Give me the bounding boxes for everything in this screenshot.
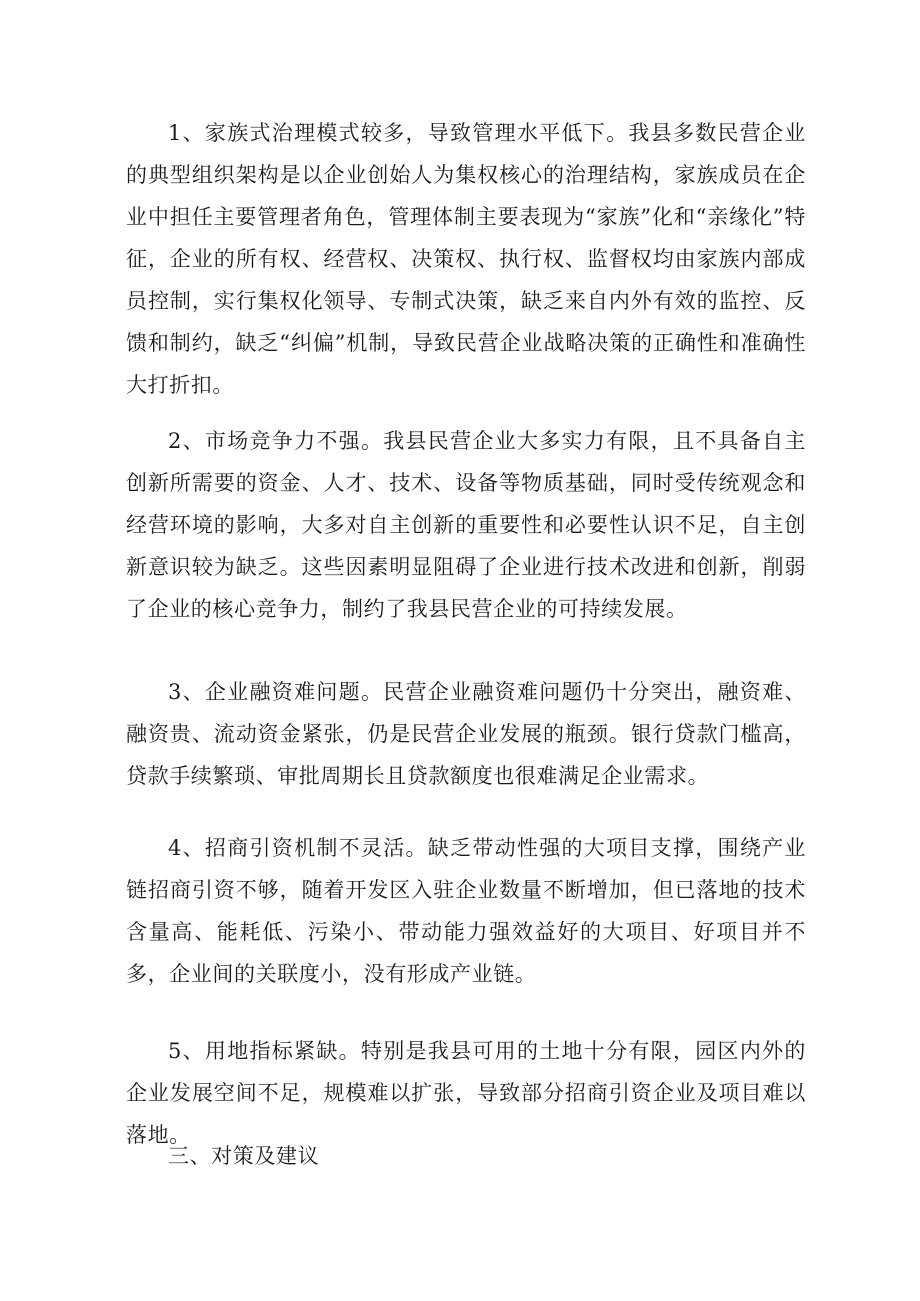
paragraph-1-family-governance: 1、家族式治理模式较多，导致管理水平低下。我县多数民营企业的典型组织架构是以企业创始人为集权核心的治理结构，家族成员在企业中担任主要管理者角色，管理体制主要表现为“家族”化和“亲缘化”特征，企业的所有权、经营权、决策权、执行权、监督权均由家族内部成员控制，实行集权化领导、专制式决策，缺乏来自内外有效的监控、反馈和制约，缺乏“纠偏”机制，导致民营企业战略决策的正确性和准确性大打折扣。 (126, 121, 806, 397)
paragraph-2-market-competitiveness: 2、市场竞争力不强。我县民营企业大多实力有限，且不具备自主创新所需要的资金、人才、技术、设备等物质基础，同时受传统观念和经营环境的影响，大多对自主创新的重要性和必要性认识不足，自主创新意识较为缺乏。这些因素明显阻碍了企业进行技术改进和创新，削弱了企业的核心竞争力，制约了我县民营企业的可持续发展。 (126, 429, 806, 621)
section-heading-countermeasures: 三、对策及建议 (168, 1144, 320, 1168)
paragraph-3-financing-difficulty: 3、企业融资难问题。民营企业融资难问题仍十分突出，融资难、融资贵、流动资金紧张，仍是民营企业发展的瓶颈。银行贷款门槛高，贷款手续繁琐、审批周期长且贷款额度也很难满足企业需求。 (126, 680, 806, 788)
paragraph-5-land-shortage: 5、用地指标紧缺。特别是我县可用的土地十分有限，园区内外的企业发展空间不足，规模难以扩张，导致部分招商引资企业及项目难以落地。 (126, 1039, 806, 1147)
paragraph-4-investment-mechanism: 4、招商引资机制不灵活。缺乏带动性强的大项目支撑，围绕产业链招商引资不够，随着开发区入驻企业数量不断增加，但已落地的技术含量高、能耗低、污染小、带动能力强效益好的大项目、好项目并不多，企业间的关联度小，没有形成产业链。 (126, 836, 806, 986)
